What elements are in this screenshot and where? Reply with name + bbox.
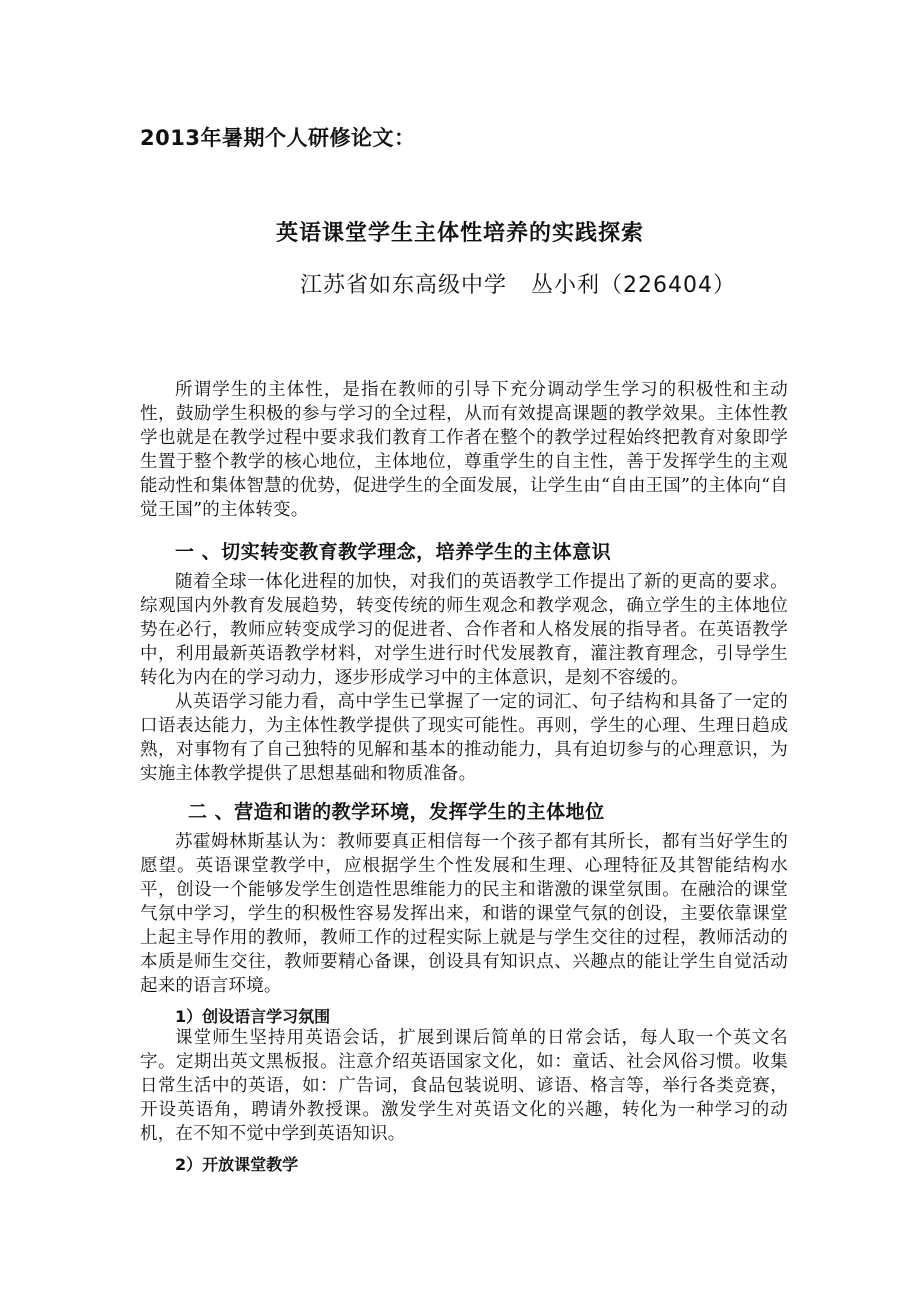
section1-paragraph-1: 随着全球一体化进程的加快，对我们的英语教学工作提出了新的更高的要求。综观国内外教育发展趋势，转变传统的师生观念和教学观念，确立学生的主体地位势在必行，教师应转变成学习的促进者、合作者和人格发展的指导者。在英语教学中，利用最新英语教学材料，对学生进行时代发展教育，灌注教育理念，引导学生转化为内在的学习动力，逐步形成学习中的主体意识，是刻不容缓的。 [140,572,788,688]
subsection-1-heading: 1）创设语言学习氛围 [175,1007,331,1026]
subsection-2-heading: 2）开放课堂教学 [175,1155,299,1174]
section2-body [140,830,788,998]
intro-paragraph: 所谓学生的主体性，是指在教师的引导下充分调动学生学习的积极性和主动性，鼓励学生积极的参与学习的全过程，从而有效提高课题的教学效果。主体性教学也就是在教学过程中要求我们教育工作者在整个的教学过程始终把教育对象即学生置于整个教学的核心地位，主体地位，尊重学生的自主性，善于发挥学生的主观能动性和集体智慧的优势，促进学生的全面发展，让学生由“自由王国”的主体向“自觉王国”的主体转变。 [140,380,788,520]
section1-paragraph-2: 从英语学习能力看，高中学生已掌握了一定的词汇、句子结构和具备了一定的口语表达能力，为主体性教学提供了现实可能性。再则，学生的心理、生理日趋成熟，对事物有了自己独特的见解和基本的推动能力，具有迫切参与的心理意识，为实施主体教学提供了思想基础和物质准备。 [140,692,788,784]
paper-header-label: 2013年暑期个人研修论文： [140,126,416,150]
section2-paragraph: 苏霍姆林斯基认为：教师要真正相信每一个孩子都有其所长，都有当好学生的愿望。英语课堂教学中，应根据学生个性发展和生理、心理特征及其智能结构水平，创设一个能够发学生创造性思维能力的民主和谐激的课堂氛围。在融洽的课堂气氛中学习，学生的积极性容易发挥出来，和谐的课堂气氛的创设，主要依靠课堂上起主导作用的教师，教师工作的过程实际上就是与学生交往的过程，教师活动的本质是师生交往，教师要精心备课，创设具有知识点、兴趣点的能让学生自觉活动起来的语言环境。 [140,832,788,996]
paper-byline: 江苏省如东高级中学 丛小利（226404） [300,273,736,298]
section1-heading: 一 、切实转变教育教学理念，培养学生的主体意识 [175,541,612,563]
section1-body [140,570,788,786]
intro-section [140,378,788,522]
subsection-1-paragraph: 课堂师生坚持用英语会话，扩展到课后简单的日常会话，每人取一个英文名字。定期出英文黑板报。注意介绍英语国家文化，如：童话、社会风俗习惯。收集日常生活中的英语，如：广告词，食品包装说明、谚语、格言等，举行各类竞赛，开设英语角，聘请外教授课。激发学生对英语文化的兴趣，转化为一种学习的动机，在不知不觉中学到英语知识。 [140,1028,788,1144]
section2-heading: 二 、营造和谐的教学环境，发挥学生的主体地位 [188,801,605,823]
subsection-1-body [140,1026,788,1146]
paper-title: 英语课堂学生主体性培养的实践探索 [275,221,644,246]
